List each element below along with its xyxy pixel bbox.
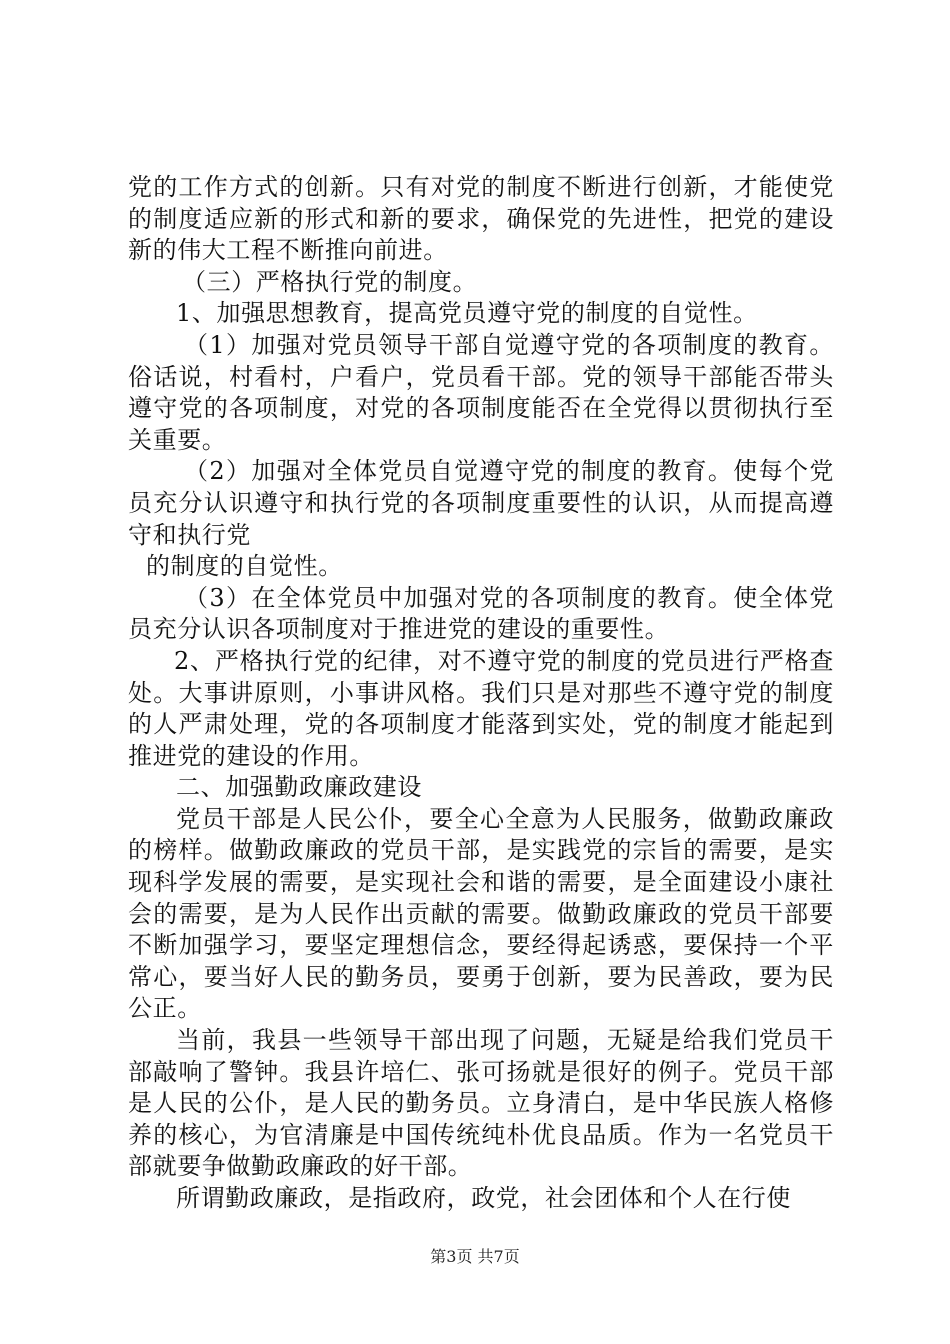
subsection-heading-1: 1、加强思想教育，提高党员遵守党的制度的自觉性。 [176,299,758,328]
item-paragraph-3: （3）在全体党员中加强对党的各项制度的教育。使全体党员充分认识各项制度对于推进党的建设的重要性。 [128,583,834,644]
item-paragraph-2-tail: 的制度的自觉性。 [146,552,343,581]
body-paragraph-current: 当前，我县一些领导干部出现了问题，无疑是给我们党员干部敲响了警钟。我县许培仁、张可扬就是很好的例子。党员干部是人民的公仆，是人民的勤务员。立身清白，是中华民族人格修养的核心，为官清廉是中国传统纯朴优良品质。作为一名党员干部就要争做勤政廉政的好干部。 [128,1026,834,1181]
page-number-label: 第3页 共7页 [430,1247,520,1266]
body-paragraph-definition: 所谓勤政廉政，是指政府，政党，社会团体和个人在行使 [176,1184,791,1212]
body-paragraph-cadres: 党员干部是人民公仆，要全心全意为人民服务，做勤政廉政的榜样。做勤政廉政的党员干部，是实践党的宗旨的需要，是实现科学发展的需要，是实现社会和谐的需要，是全面建设小康社会的需要，是为人民作出贡献的需要。做勤政廉政的党员干部要不断加强学习，要坚定理想信念，要经得起诱惑，要保持一个平常心，要当好人民的勤务员，要勇于创新，要为民善政，要为民公正。 [128,804,834,1023]
page-footer [0,1244,950,1267]
item-paragraph-2: （2）加强对全体党员自觉遵守党的制度的教育。使每个党员充分认识遵守和执行党的各项制度重要性的认识，从而提高遵守和执行党 [128,457,834,549]
document-body [128,172,834,1215]
subsection-paragraph-2: 2、严格执行党的纪律，对不遵守党的制度的党员进行严格查处。大事讲原则，小事讲风格。我们只是对那些不遵守党的制度的人严肃处理，党的各项制度才能落到实处，党的制度才能起到推进党的建设的作用。 [128,646,834,770]
section-heading-2: 二、加强勤政廉政建设 [176,773,422,802]
section-heading-3: （三）严格执行党的制度。 [182,267,478,296]
item-paragraph-1: （1）加强对党员领导干部自觉遵守党的各项制度的教育。俗话说，村看村，户看户，党员看干部。党的领导干部能否带头遵守党的各项制度，对党的各项制度能否在全党得以贯彻执行至关重要。 [128,330,834,454]
paragraph-continuation: 党的工作方式的创新。只有对党的制度不断进行创新，才能使党的制度适应新的形式和新的要求，确保党的先进性，把党的建设新的伟大工程不断推向前进。 [128,173,834,265]
